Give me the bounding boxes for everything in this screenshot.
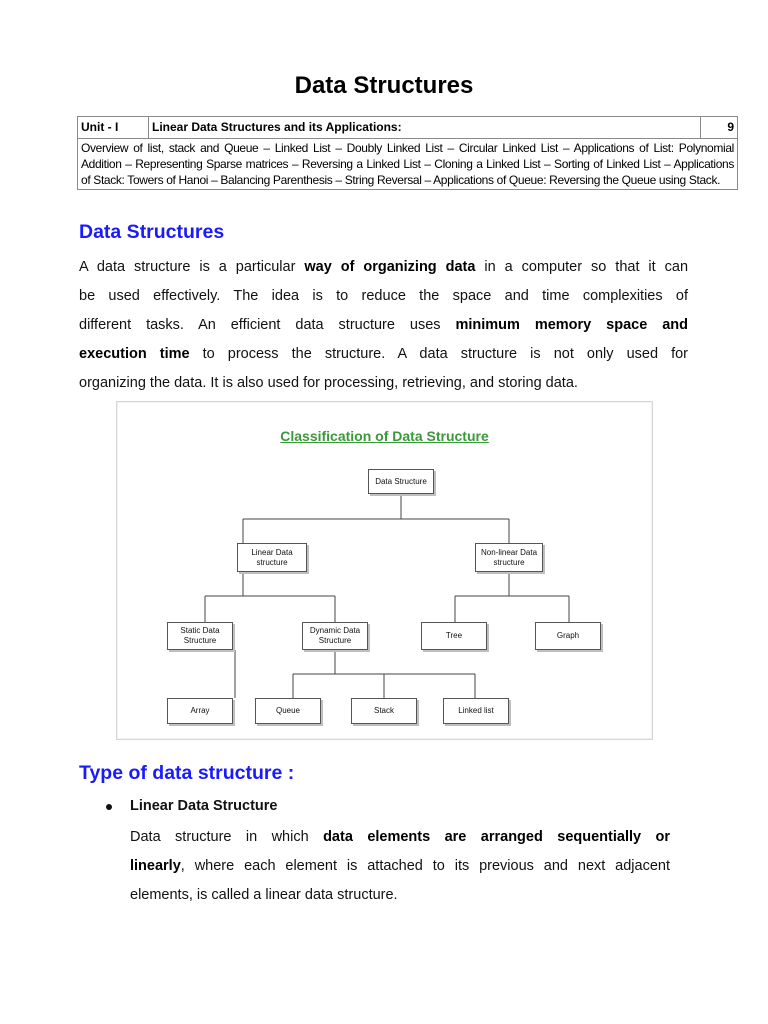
diagram-title: Classification of Data Structure [280, 428, 489, 444]
node-linear: Linear Data structure [237, 543, 307, 572]
node-graph: Graph [535, 622, 601, 650]
paragraph-line: organizing the data. It is also used for processing, retrieving, and storing data. [79, 375, 578, 391]
node-array: Array [167, 698, 233, 724]
page-title: Data Structures [294, 72, 474, 99]
paragraph-line: linearly, where each element is attached to its previous and next adjacent [130, 858, 670, 874]
syllabus-table [77, 116, 738, 190]
syllabus-line: Overview of list, stack and Queue – Linked List – Doubly Linked List – Circular Linked List – Applications of List: Polynomial [81, 141, 734, 155]
linear-ds-paragraph [130, 823, 670, 910]
paragraph-line: different tasks. An efficient data structure uses minimum memory space and [79, 317, 688, 333]
syllabus-description-row [78, 139, 738, 190]
paragraph-line: A data structure is a particular way of organizing data in a computer so that it can [79, 259, 689, 275]
syllabus-line: of Stack: Towers of Hanoi – Balancing Parenthesis – String Reversal – Applications of Queue: Reversing the Queue using Stack. [81, 173, 721, 187]
paragraph-line: Data structure in which data elements are arranged sequentially or [130, 829, 670, 845]
unit-heading: Linear Data Structures and its Applications: [149, 117, 701, 139]
paragraph-line: elements, is called a linear data structure. [130, 887, 398, 903]
bullet-icon [106, 804, 112, 810]
section-heading-types: Type of data structure : [79, 762, 295, 784]
node-stack: Stack [351, 698, 417, 724]
node-static: Static Data Structure [167, 622, 233, 650]
syllabus-line: Addition – Representing Sparse matrices – Reversing a Linked List – Cloning a Linked List – Sorting of Linked List – Applications [81, 157, 734, 171]
node-data-structure: Data Structure [368, 469, 434, 494]
unit-hours: 9 [701, 117, 738, 139]
paragraph-line: execution time to process the structure. A data structure is not only used for [79, 346, 688, 362]
section-heading-data-structures: Data Structures [79, 221, 225, 243]
node-tree: Tree [421, 622, 487, 650]
node-queue: Queue [255, 698, 321, 724]
unit-label: Unit - I [78, 117, 149, 139]
bullet-title: Linear Data Structure [130, 798, 278, 814]
node-nonlinear: Non-linear Data structure [475, 543, 543, 572]
syllabus-description [78, 139, 738, 190]
diagram-connectors [117, 402, 652, 739]
paragraph-line: be used effectively. The idea is to reduce the space and time complexities of [79, 288, 688, 304]
classification-diagram [116, 401, 653, 740]
intro-paragraph [79, 253, 688, 398]
node-dynamic: Dynamic Data Structure [302, 622, 368, 650]
syllabus-header-row [78, 117, 738, 139]
node-linked-list: Linked list [443, 698, 509, 724]
